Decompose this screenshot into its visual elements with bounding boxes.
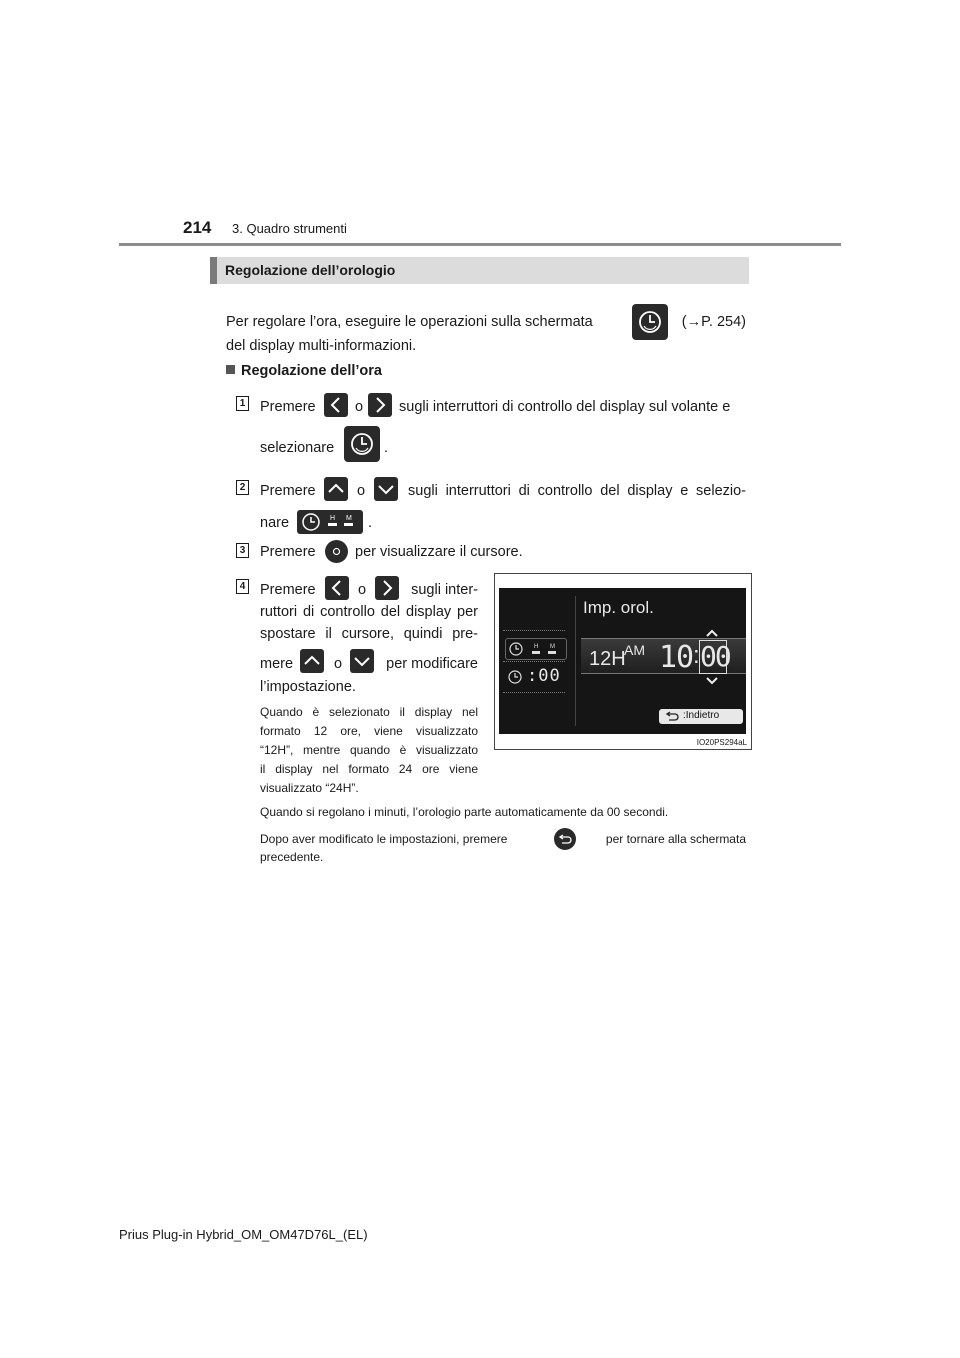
format-note-line: il display nel formato 24 ore viene [260,762,478,776]
step-1-text-c: selezionare [260,440,335,456]
section-heading [210,257,749,284]
screen-title: Imp. orol. [583,598,654,617]
ampm-value: AM [624,642,645,658]
side-time-value: :00 [527,666,561,686]
step-1-text-a: Premere [260,399,316,415]
step-3-line [260,540,746,564]
ok-button-icon [325,540,348,563]
intro-text-a: Per regolare l’ora, eseguire le operazioni sulla schermata [226,314,593,330]
side-item-hm [505,638,567,660]
icon-h-label: H [330,515,336,522]
side-divider [503,661,565,664]
format-note [260,703,478,798]
intro-page-ref: (→P. 254) [681,314,746,330]
back-note-text-a: Dopo aver modificato le impostazioni, premere [260,832,508,846]
section-heading-bar [210,257,217,284]
step-4-line-5: l’impostazione. [260,679,356,695]
step-2-text-c: nare [260,515,290,531]
step-2-or: o [357,483,366,499]
side-h-label: H [534,644,539,650]
panel-divider [575,596,576,726]
clock-settings-icon [344,426,380,462]
arrow-down-icon [705,676,719,686]
step-3-text-a: Premere [260,544,316,560]
step-4-text-b: sugli inter- [411,582,478,598]
back-label-text: Indietro [685,710,720,721]
back-button-icon [554,828,576,850]
step-4-line-2: ruttori di controllo del display per [260,604,478,620]
step-4-or-2: o [334,656,343,672]
icon-m-label: M [346,515,352,522]
format-note-line: formato 12 ore, viene visualizzato [260,724,478,738]
step-4-line-4 [260,649,478,675]
step-2-text-d: . [368,515,373,531]
step-4-text-a: Premere [260,582,316,598]
clock-settings-screenshot [494,573,752,750]
back-note-line-2: precedente. [260,850,324,864]
step-2-text-a: Premere [260,483,316,499]
image-code: IO20PS294aL [696,738,747,747]
step-1-or: o [355,399,364,415]
back-note-line-1 [260,828,746,852]
step-2-line-1 [260,477,746,501]
step-4-or: o [358,582,367,598]
step-1-text-b: sugli interruttori di controllo del display sul volante e [399,399,731,415]
step-4-line-3: spostare il cursore, quindi pre- [260,626,478,642]
back-icon [664,711,680,723]
side-divider [503,630,565,633]
back-note-text-b: per tornare alla schermata [605,832,746,846]
back-label: :Indietro [683,710,720,721]
chevron-right-icon [368,393,392,417]
chapter-title: 3. Quadro strumenti [232,221,347,236]
step-1-text-d: . [384,440,389,456]
chevron-left-icon [324,393,348,417]
step-3-text-b: per visualizzare il cursore. [355,544,523,560]
chevron-up-icon [324,477,348,501]
step-4-text-modificare: per modificare [386,656,478,672]
step-number-1: 1 [236,396,249,411]
footer-model: Prius Plug-in Hybrid_OM_OM47D76L_(EL) [119,1227,368,1242]
side-m-label: M [550,644,555,650]
step-number-2: 2 [236,480,249,495]
time-colon: : [693,642,700,669]
minute-value: 00 [700,640,730,673]
multi-info-display [499,588,746,734]
arrow-up-icon [705,628,719,638]
square-bullet-icon [226,365,235,374]
step-2-line-2 [260,510,460,534]
chevron-down-icon [350,649,374,673]
hour-value: 10 [659,640,694,675]
minutes-note: Quando si regolano i minuti, l’orologio parte automaticamente da 00 secondi. [260,805,669,819]
step-4-text-mere: mere [260,656,294,672]
clock-hm-icon [297,510,363,534]
format-note-line: visualizzato “24H”. [260,781,359,795]
subheading [226,361,382,381]
page-number: 214 [183,218,212,237]
format-note-line: Quando è selezionato il display nel [260,705,478,719]
side-divider [503,692,565,695]
subheading-text: Regolazione dell’ora [241,363,382,379]
clock-settings-icon [632,304,668,340]
step-1-line-2 [260,426,460,462]
intro-line-1 [226,304,746,340]
intro-line-2: del display multi-informazioni. [226,338,417,354]
chevron-up-icon [300,649,324,673]
step-number-3: 3 [236,543,249,558]
chevron-left-icon [325,576,349,600]
chevron-down-icon [374,477,398,501]
format-note-line: “12H”, mentre quando è visualizzato [260,743,478,757]
back-hint [659,709,743,724]
side-clock-icon [507,669,523,685]
chevron-right-icon [375,576,399,600]
step-number-4: 4 [236,579,249,594]
step-1-line-1 [260,393,746,417]
side-item-time [507,666,567,688]
step-4-line-1 [260,576,478,600]
header-divider [119,243,841,246]
format-value: 12H [589,648,626,670]
section-title: Regolazione dell’orologio [225,262,396,278]
step-2-text-b: sugli interruttori di controllo del display e selezio- [408,483,746,499]
